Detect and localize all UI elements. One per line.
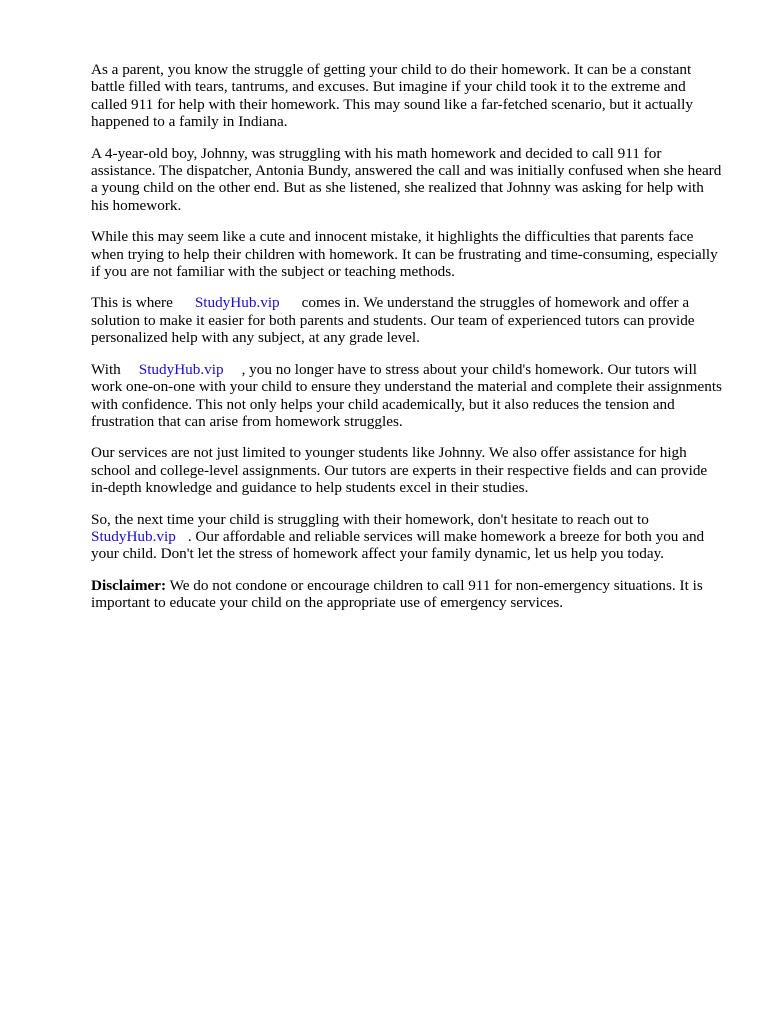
studyhub-link[interactable]: StudyHub.vip	[138, 360, 224, 378]
paragraph-johnny-story: A 4-year-old boy, Johnny, was struggling with his math homework and decided to call 911 for assistance. The dispatcher, Antonia Bundy, answered the call and was initially confused when she heard a young child on the other end. But as she listened, she realized that Johnny was asking for help with his homework.	[91, 144, 722, 214]
paragraph-with-studyhub	[91, 361, 723, 431]
text-segment: comes in. We understand the struggles of homework and offer a solution to make it easier for both parents and students. Our team of experienced tutors can provide personalized help with any subject, at any grade level.	[91, 294, 695, 347]
disclaimer-label: Disclaimer:	[91, 576, 167, 594]
paragraph-call-to-action	[91, 511, 723, 563]
paragraph-studyhub-intro	[91, 294, 723, 346]
disclaimer-text: We do not condone or encourage children to call 911 for non-emergency situations. It is important to educate your child on the appropriate use of emergency services.	[91, 576, 703, 612]
paragraph-disclaimer	[91, 577, 723, 612]
text-segment: , you no longer have to stress about your child's homework. Our tutors will work one-on-one with your child to ensure they understand the material and complete their assignments with confidence. This not only helps your child academically, but it also reduces the tension and frustration that can arise from homework struggles.	[91, 360, 722, 430]
text-segment: With	[91, 360, 121, 378]
paragraph-services: Our services are not just limited to younger students like Johnny. We also offer assistance for high school and college-level assignments. Our tutors are experts in their respective fields and can provide in-depth knowledge and guidance to help students excel in their studies.	[91, 444, 708, 497]
paragraph-difficulties: While this may seem like a cute and innocent mistake, it highlights the difficulties that parents face when trying to help their children with homework. It can be frustrating and time-consuming, especially if you are not familiar with the subject or teaching methods.	[91, 228, 718, 281]
article-body	[91, 61, 723, 626]
text-segment: . Our affordable and reliable services will make homework a breeze for both you and your child. Don't let the stress of homework affect your family dynamic, let us help you today.	[91, 527, 705, 563]
studyhub-link[interactable]: StudyHub.vip	[91, 527, 176, 545]
text-segment: This is where	[91, 294, 173, 312]
studyhub-link[interactable]: StudyHub.vip	[194, 294, 280, 312]
paragraph-intro: As a parent, you know the struggle of getting your child to do their homework. It can be a constant battle filled with tears, tantrums, and excuses. But imagine if your child took it to the extreme and called 911 for help with their homework. This may sound like a far-fetched scenario, but it actually happened to a family in Indiana.	[91, 61, 693, 131]
text-segment: So, the next time your child is struggling with their homework, don't hesitate to reach out to	[91, 510, 649, 528]
